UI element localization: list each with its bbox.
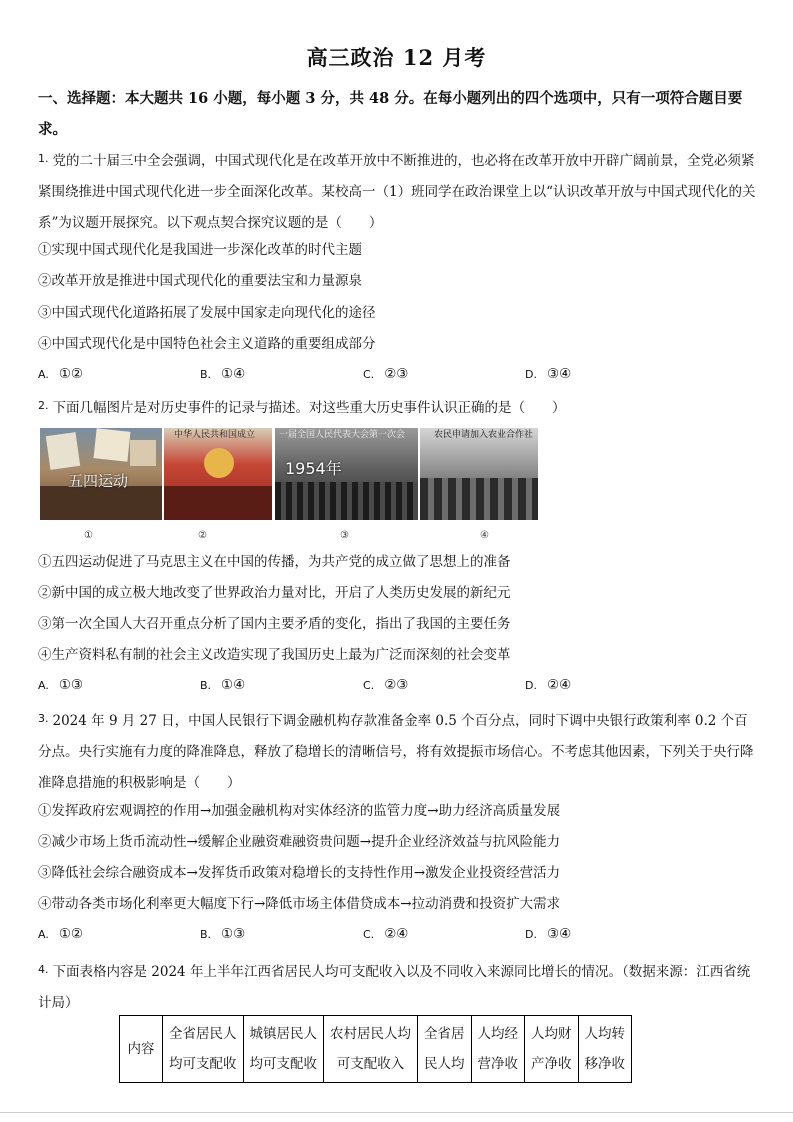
- table-header-cell: 农村居民人均 可支配收入: [324, 1016, 418, 1083]
- photo-number: ②: [198, 530, 207, 541]
- photo-overlay-text: 1954年: [285, 459, 342, 478]
- photo-founding-of-prc: [164, 428, 272, 520]
- choice-d[interactable]: D. ③④: [525, 366, 572, 382]
- choice-d[interactable]: D. ②④: [525, 677, 572, 693]
- table-header-cell: 全省居 民人均: [418, 1016, 472, 1083]
- photo-caption: 中华人民共和国成立: [174, 430, 256, 440]
- question-4-stem: $^{4.}$ 下面表格内容是 2024 年上半年江西省居民人均可支配收入以及不同收入来源同比增长的情况。（数据来源：江西省统计局）: [38, 963, 751, 1011]
- choice-d[interactable]: D. ③④: [525, 926, 572, 942]
- question-3-option-4: ④带动各类市场化利率更大幅度下行→降低市场主体借贷成本→拉动消费和投资扩大需求: [38, 896, 561, 912]
- choice-c[interactable]: C. ②③: [363, 366, 409, 382]
- question-1-option-2: ②改革开放是推进中国式现代化的重要法宝和力量源泉: [38, 273, 362, 289]
- photo-number: ④: [480, 530, 489, 541]
- question-1-stem: $^{1.}$ 党的二十届三中全会强调，中国式现代化是在改革开放中不断推进的，也必将在改革开放中开辟广阔前景，全党必须紧紧围绕推进中国式现代化进一步全面深化改革。某校高一（1）班同学在政治课堂上以“认识改革开放与中国式现代化的关系”为议题开展探究。以下观点契合探究议题的是（ ）: [38, 152, 756, 231]
- question-3-option-2: ②减少市场上货币流动性→缓解企业融资难融资贵问题→提升企业经济效益与抗风险能力: [38, 834, 561, 850]
- photo-cooperative: [420, 428, 538, 520]
- question-number: 1.: [38, 152, 49, 165]
- choice-b[interactable]: B. ①④: [200, 677, 246, 693]
- choice-a[interactable]: A. ①②: [38, 366, 84, 382]
- question-2-option-3: ③第一次全国人大召开重点分析了国内主要矛盾的变化，指出了我国的主要任务: [38, 616, 511, 632]
- photo-caption: 一届全国人民代表大会第一次会: [279, 430, 406, 440]
- question-2-choices: [38, 675, 638, 695]
- table-header-cell: 人均经 营净收: [471, 1016, 525, 1083]
- photo-may-fourth: [40, 428, 162, 520]
- choice-a[interactable]: A. ①②: [38, 926, 84, 942]
- table-header-cell: 人均财 产净收: [525, 1016, 579, 1083]
- table-row: [120, 1016, 632, 1083]
- page-title: 高三政治 12 月考: [306, 45, 487, 70]
- choice-c[interactable]: C. ②③: [363, 677, 409, 693]
- table-header-cell: 人均转 移净收: [578, 1016, 632, 1083]
- question-3-option-1: ①发挥政府宏观调控的作用→加强金融机构对实体经济的监管力度→助力经济高质量发展: [38, 803, 561, 819]
- income-table: [119, 1015, 632, 1083]
- photo-first-npc: [275, 428, 418, 520]
- question-2-stem: $^{2.}$ 下面几幅图片是对历史事件的记录与描述。对这些重大历史事件认识正确的是（ ）: [38, 399, 566, 416]
- question-2-option-4: ④生产资料私有制的社会主义改造实现了我国历史上最为广泛而深刻的社会变革: [38, 647, 511, 663]
- question-number: 4.: [38, 963, 49, 976]
- question-3-stem: $^{3.}$ 2024 年 9 月 27 日，中国人民银行下调金融机构存款准备金率 0.5 个百分点，同时下调中央银行政策利率 0.2 个百分点。央行实施有力度的降准降息，释放了稳增长的清晰信号，将有效提振市场信心。不考虑其他因素，下列关于央行降准降息措施的积极影响是（ ）: [38, 712, 754, 791]
- question-1-option-4: ④中国式现代化是中国特色社会主义道路的重要组成部分: [38, 336, 376, 352]
- question-2-option-1: ①五四运动促进了马克思主义在中国的传播，为共产党的成立做了思想上的准备: [38, 554, 511, 570]
- photo-overlay-text: 五四运动: [68, 472, 129, 490]
- question-number: 2.: [38, 399, 49, 412]
- question-1-option-3: ③中国式现代化道路拓展了发展中国家走向现代化的途径: [38, 305, 376, 321]
- page-bottom-edge: [0, 1112, 793, 1113]
- question-2-option-2: ②新中国的成立极大地改变了世界政治力量对比，开启了人类历史发展的新纪元: [38, 585, 511, 601]
- table-header-cell: 城镇居民人 均可支配收: [243, 1016, 324, 1083]
- table-row-header: 内容: [120, 1016, 163, 1083]
- section-heading: 一、选择题：本大题共 16 小题，每小题 3 分，共 48 分。在每小题列出的四个选项中，只有一项符合题目要求。: [38, 90, 743, 138]
- question-3-choices: [38, 924, 638, 944]
- photo-caption: 农民申请加入农业合作社: [434, 430, 534, 440]
- question-number: 3.: [38, 712, 49, 725]
- photo-number: ③: [340, 530, 349, 541]
- choice-b[interactable]: B. ①③: [200, 926, 246, 942]
- photo-number: ①: [84, 530, 93, 541]
- table-header-cell: 全省居民人 均可支配收: [163, 1016, 244, 1083]
- question-3-option-3: ③降低社会综合融资成本→发挥货币政策对稳增长的支持性作用→激发企业投资经营活力: [38, 865, 561, 881]
- question-1-choices: [38, 364, 638, 384]
- choice-c[interactable]: C. ②④: [363, 926, 409, 942]
- choice-a[interactable]: A. ①③: [38, 677, 84, 693]
- choice-b[interactable]: B. ①④: [200, 366, 246, 382]
- question-1-option-1: ①实现中国式现代化是我国进一步深化改革的时代主题: [38, 242, 362, 258]
